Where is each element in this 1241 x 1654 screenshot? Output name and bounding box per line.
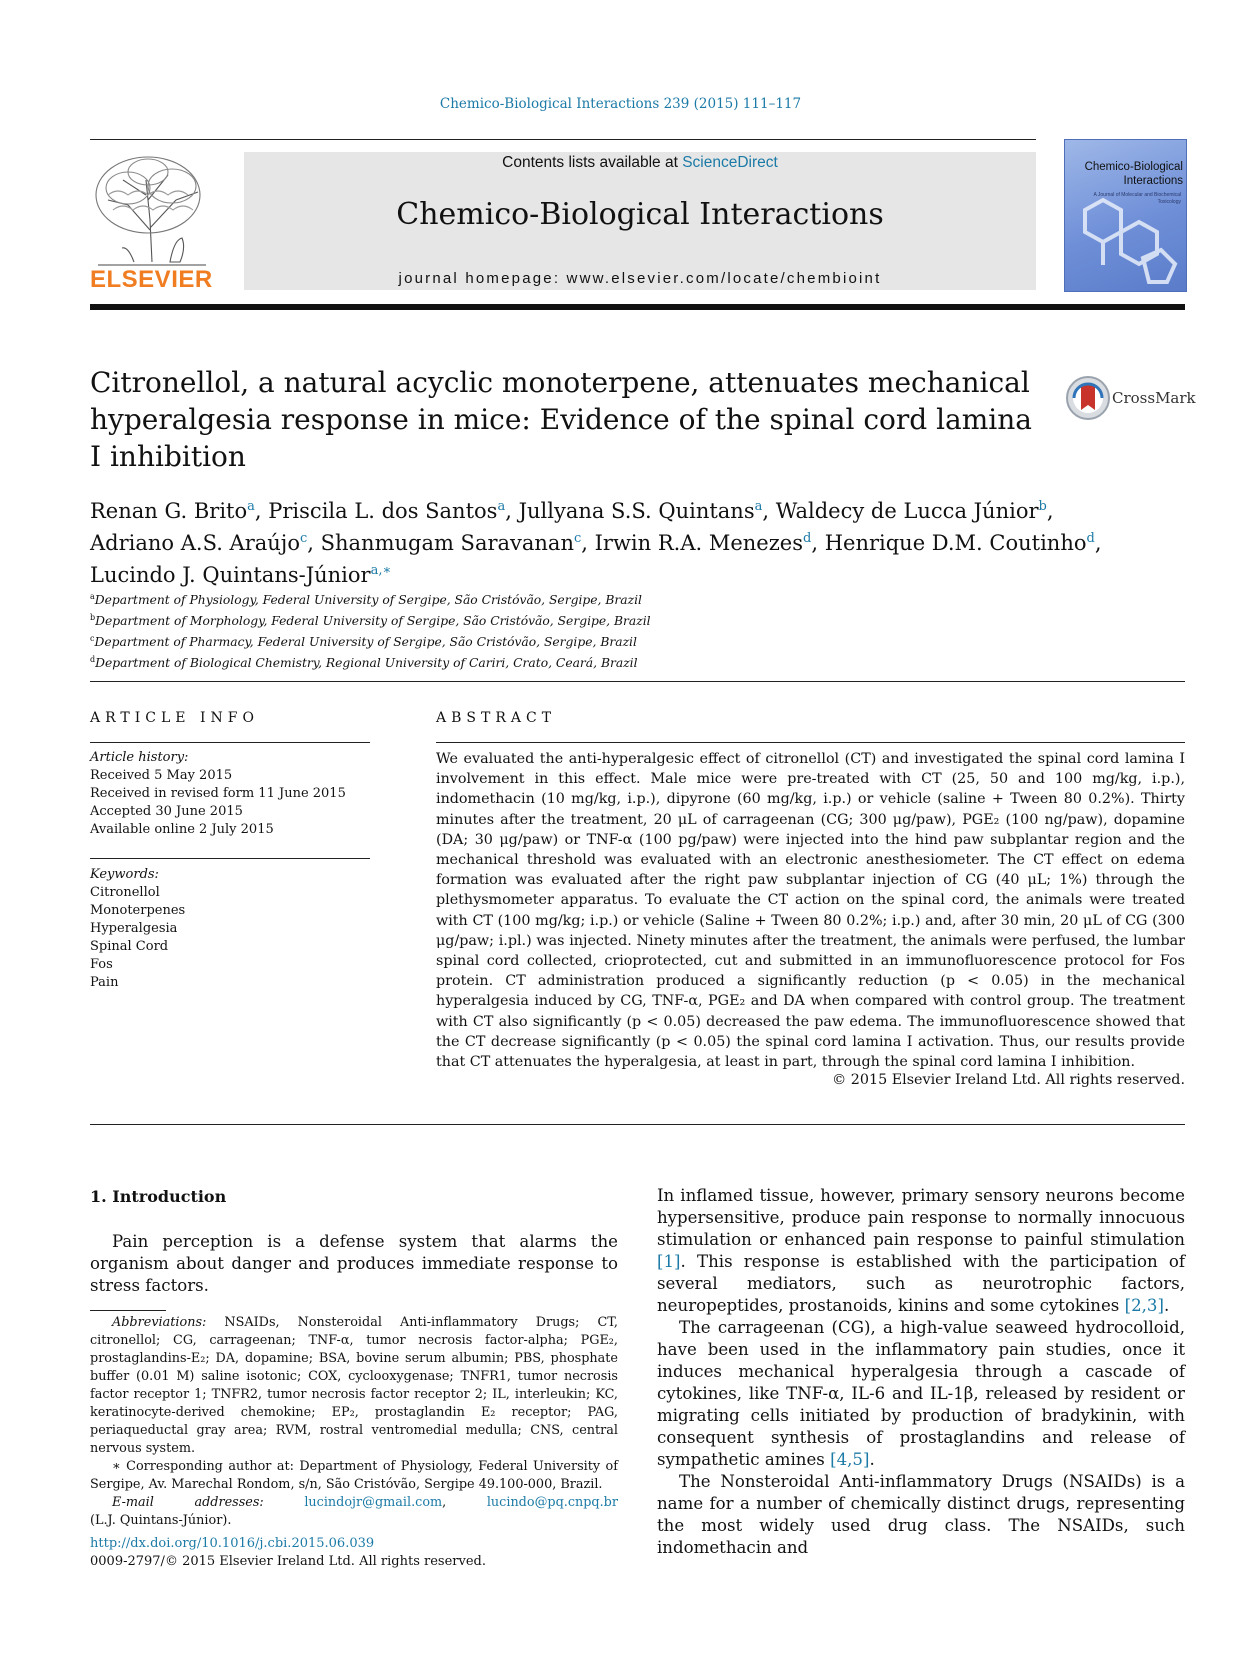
affiliation-marker[interactable]: a — [497, 499, 506, 514]
affiliation-marker[interactable]: a — [754, 499, 763, 514]
affiliations — [90, 588, 890, 672]
author[interactable]: Jullyana S.S. Quintans$^a$ — [518, 499, 763, 523]
affiliation: $^b$Department of Morphology, Federal University of Sergipe, São Cristóvão, Sergipe, Brazil — [90, 613, 651, 629]
cover-title: Chemico-Biological Interactions — [1084, 161, 1183, 187]
keywords-rule — [90, 858, 370, 859]
cover-subtitle: A Journal of Molecular and Biochemical Toxicology — [1093, 192, 1181, 205]
section-rule — [90, 681, 1185, 682]
email-footnote: E-mail addresses: lucindojr@gmail.com, lucindo@pq.cnpq.br — [112, 1495, 618, 1510]
article-title: Citronellol, a natural acyclic monoterpene, attenuates mechanical hyperalgesia response in mice: Evidence of the spinal cord lamina I inhibition — [90, 366, 1032, 473]
intro-left-column — [90, 1231, 618, 1297]
author[interactable]: Waldecy de Lucca Júnior$^b$ — [775, 499, 1047, 523]
affiliation-marker[interactable]: d — [803, 531, 812, 546]
journal-name: Chemico-Biological Interactions — [396, 197, 884, 232]
abstract-text: We evaluated the anti-hyperalgesic effect of citronellol (CT) and investigated the spinal cord lamina I involvement in this effect. Male mice were pre-treated with CT (25, 50 and 100 mg/kg, i.p.), indomethacin (10 mg/kg, i.p.), dipyrone (60 mg/kg, i.p.) or vehicle (saline + Tween 80 0.2%). Thirty minutes after the treatment, 20 μL of carrageenan (CG; 300 μg/paw), PGE₂ (100 ng/paw), dopamine (DA; 30 μg/paw) or TNF-α (100 pg/paw) were injected into the hind paw subplantar region and the mechanical threshold was evaluated with an electronic anesthesiometer. The CT effect on edema formation was evaluated after the right paw subplantar injection of CG (40 μL; 1%) through the plethysmometer apparatus. To evaluate the CT action on the spinal cord, the animals were treated with CT (100 mg/kg; i.p.) or vehicle (Saline + Tween 80 0.2%; i.p.) and, after 30 min, 20 μL of CG (300 μg/paw; i.pl.) was injected. Ninety minutes after the treatment, the animals were perfused, the lumbar spinal cord collected, crioprotected, cut and submitted in an immunofluorescence protocol for Fos protein. CT administration produced a significantly reduction (p < 0.05) in the mechanical hyperalgesia induced by CG, TNF-α, PGE₂ and DA when compared with control group. The treatment with CT also significantly (p < 0.05) decreased the paw edema. The immunofluorescence showed that the CT decrease significantly (p < 0.05) the spinal cord lamina I activation. Thus, our results provide that CT attenuates the hyperalgesia, at least in part, through the spinal cord lamina I inhibition. — [436, 751, 1185, 1071]
corresponding-footnote: ∗ Corresponding author at: Department of Physiology, Federal University of Sergipe, Av. Marechal Rondom, s/n, São Cristóvão, Sergipe 49.100-000, Brazil. — [90, 1459, 618, 1492]
email-link[interactable]: lucindo@pq.cnpq.br — [486, 1495, 618, 1510]
affiliation-marker[interactable]: c — [573, 531, 582, 546]
elsevier-wordmark: ELSEVIER — [90, 266, 213, 293]
author[interactable]: Renan G. Brito$^a$ — [90, 499, 255, 523]
article-history — [90, 749, 390, 839]
author[interactable]: Henrique D.M. Coutinho$^d$ — [824, 531, 1095, 555]
journal-homepage[interactable]: journal homepage: www.elsevier.com/locate/chembioint — [398, 270, 882, 287]
keyword: Citronellol — [90, 885, 160, 900]
abbreviations-footnote: Abbreviations: NSAIDs, Nonsteroidal Anti-inflammatory Drugs; CT, citronellol; CG, carrageenan; TNF-α, tumor necrosis factor-alpha; PGE₂, prostaglandins-E₂; DA, dopamine; BSA, bovine serum albumin; PBS, phosphate buffer (0.01 M) saline isotonic; COX, cyclooxygenase; TNFR1, tumor necrosis factor receptor 1; TNFR2, tumor necrosis factor receptor 2; IL, interleukin; KC, keratinocyte-derived chemokine; EP₂, prostaglandin E₂ receptor; PAG, periaqueductal gray area; RVM, rostral ventromedial medulla; CNS, central nervous system. — [90, 1315, 618, 1456]
affiliation: $^a$Department of Physiology, Federal University of Sergipe, São Cristóvão, Sergipe, Brazil — [90, 592, 642, 608]
keyword: Hyperalgesia — [90, 921, 178, 936]
doi-link[interactable]: http://dx.doi.org/10.1016/j.cbi.2015.06.039 — [90, 1536, 375, 1551]
issn-line: 0009-2797/© 2015 Elsevier Ireland Ltd. All rights reserved. — [90, 1554, 486, 1569]
keyword: Fos — [90, 957, 113, 972]
author[interactable]: Shanmugam Saravanan$^c$ — [320, 531, 582, 555]
intro-paragraph: Pain perception is a defense system that alarms the organism about danger and produces immediate response to stress factors. — [90, 1232, 618, 1295]
author[interactable]: Adriano A.S. Araújo$^c$ — [90, 531, 308, 555]
keyword: Pain — [90, 975, 119, 990]
affiliation: $^c$Department of Pharmacy, Federal University of Sergipe, São Cristóvão, Sergipe, Brazil — [90, 634, 637, 650]
reference-link[interactable]: [2,3] — [1124, 1296, 1164, 1315]
history-label: Article history: — [90, 750, 189, 765]
intro-right-column — [657, 1185, 1185, 1559]
crossmark-label[interactable]: CrossMark — [1112, 389, 1196, 407]
article-info-rule — [90, 742, 370, 743]
abstract-rule — [436, 742, 1185, 743]
footnotes — [90, 1314, 618, 1530]
author-list: Renan G. Brito$^a$, Priscila L. dos Santos$^a$, Jullyana S.S. Quintans$^a$, Waldecy de Lucca Júnior$^b$, Adriano A.S. Araújo$^c$, Shanmugam Saravanan$^c$, Irwin R.A. Menezes$^d$, Henrique D.M. Coutinho$^d$, Lucindo J. Quintans-Júnior$^{a,∗}$ — [90, 499, 1102, 587]
affiliation-marker[interactable]: c — [299, 531, 308, 546]
intro-heading: 1. Introduction — [90, 1187, 227, 1206]
author[interactable]: Lucindo J. Quintans-Júnior$^{a,∗}$ — [90, 563, 392, 587]
intro-paragraph: The Nonsteroidal Anti-inflammatory Drugs (NSAIDs) is a name for a number of chemically distinct drugs, representing the most widely used drug class. The NSAIDs, such indomethacin and — [657, 1472, 1185, 1557]
reference-link[interactable]: [4,5] — [830, 1450, 870, 1469]
affiliation-marker[interactable]: a,∗ — [370, 563, 392, 578]
author[interactable]: Priscila L. dos Santos$^a$ — [268, 499, 506, 523]
intro-paragraph: The carrageenan (CG), a high-value seaweed hydrocolloid, have been used in the inflammatory pain studies, once it induces mechanical hyperalgesia through a cascade of cytokines, like TNF-α, IL-6 and IL-1β, released by resident or migrating cells initiated by production of bradykinin, with consequent synthesis of prostaglandins and release of sympathetic amines [4,5]. — [657, 1318, 1185, 1469]
abstract-copyright: © 2015 Elsevier Ireland Ltd. All rights reserved. — [831, 1072, 1185, 1088]
history-item: Received in revised form 11 June 2015 — [90, 786, 346, 801]
contents-prefix: Contents lists available at — [502, 154, 683, 171]
journal-cover-thumbnail[interactable] — [1064, 139, 1187, 292]
affiliation-marker[interactable]: b — [1038, 499, 1047, 514]
keywords-label: Keywords: — [90, 867, 159, 882]
abstract-heading: ABSTRACT — [436, 710, 557, 726]
contents-line — [244, 154, 1036, 172]
header-thick-rule — [90, 304, 1185, 310]
keyword: Monoterpenes — [90, 903, 186, 918]
footnote-rule — [90, 1310, 166, 1311]
affiliation-marker[interactable]: a — [247, 499, 255, 514]
section-rule-bottom — [90, 1124, 1185, 1125]
history-item: Received 5 May 2015 — [90, 768, 233, 783]
author[interactable]: Irwin R.A. Menezes$^d$ — [594, 531, 812, 555]
header-rule — [90, 139, 1036, 140]
crossmark-icon[interactable] — [1064, 374, 1112, 422]
keyword: Spinal Cord — [90, 939, 169, 954]
keywords — [90, 866, 390, 992]
email-link[interactable]: lucindojr@gmail.com — [304, 1495, 443, 1510]
affiliation: $^d$Department of Biological Chemistry, Regional University of Cariri, Crato, Ceará, Brazil — [90, 655, 638, 671]
intro-paragraph: In inflamed tissue, however, primary sensory neurons become hypersensitive, produce pain response to normally innocuous stimulation or enhanced pain response to painful stimulation [1]. This response is established with the participation of several mediators, such as neurotrophic factors, neuropeptides, prostanoids, kinins and some cytokines [2,3]. — [657, 1186, 1185, 1315]
history-item: Available online 2 July 2015 — [90, 822, 274, 837]
reference-link[interactable]: [1] — [657, 1252, 681, 1271]
sciencedirect-link[interactable]: ScienceDirect — [682, 154, 778, 171]
history-item: Accepted 30 June 2015 — [90, 804, 243, 819]
article-info-heading: ARTICLE INFO — [90, 710, 259, 726]
journal-citation[interactable]: Chemico-Biological Interactions 239 (2015) 111–117 — [439, 96, 802, 112]
email-owner: (L.J. Quintans-Júnior). — [90, 1513, 232, 1528]
affiliation-marker[interactable]: d — [1086, 531, 1095, 546]
